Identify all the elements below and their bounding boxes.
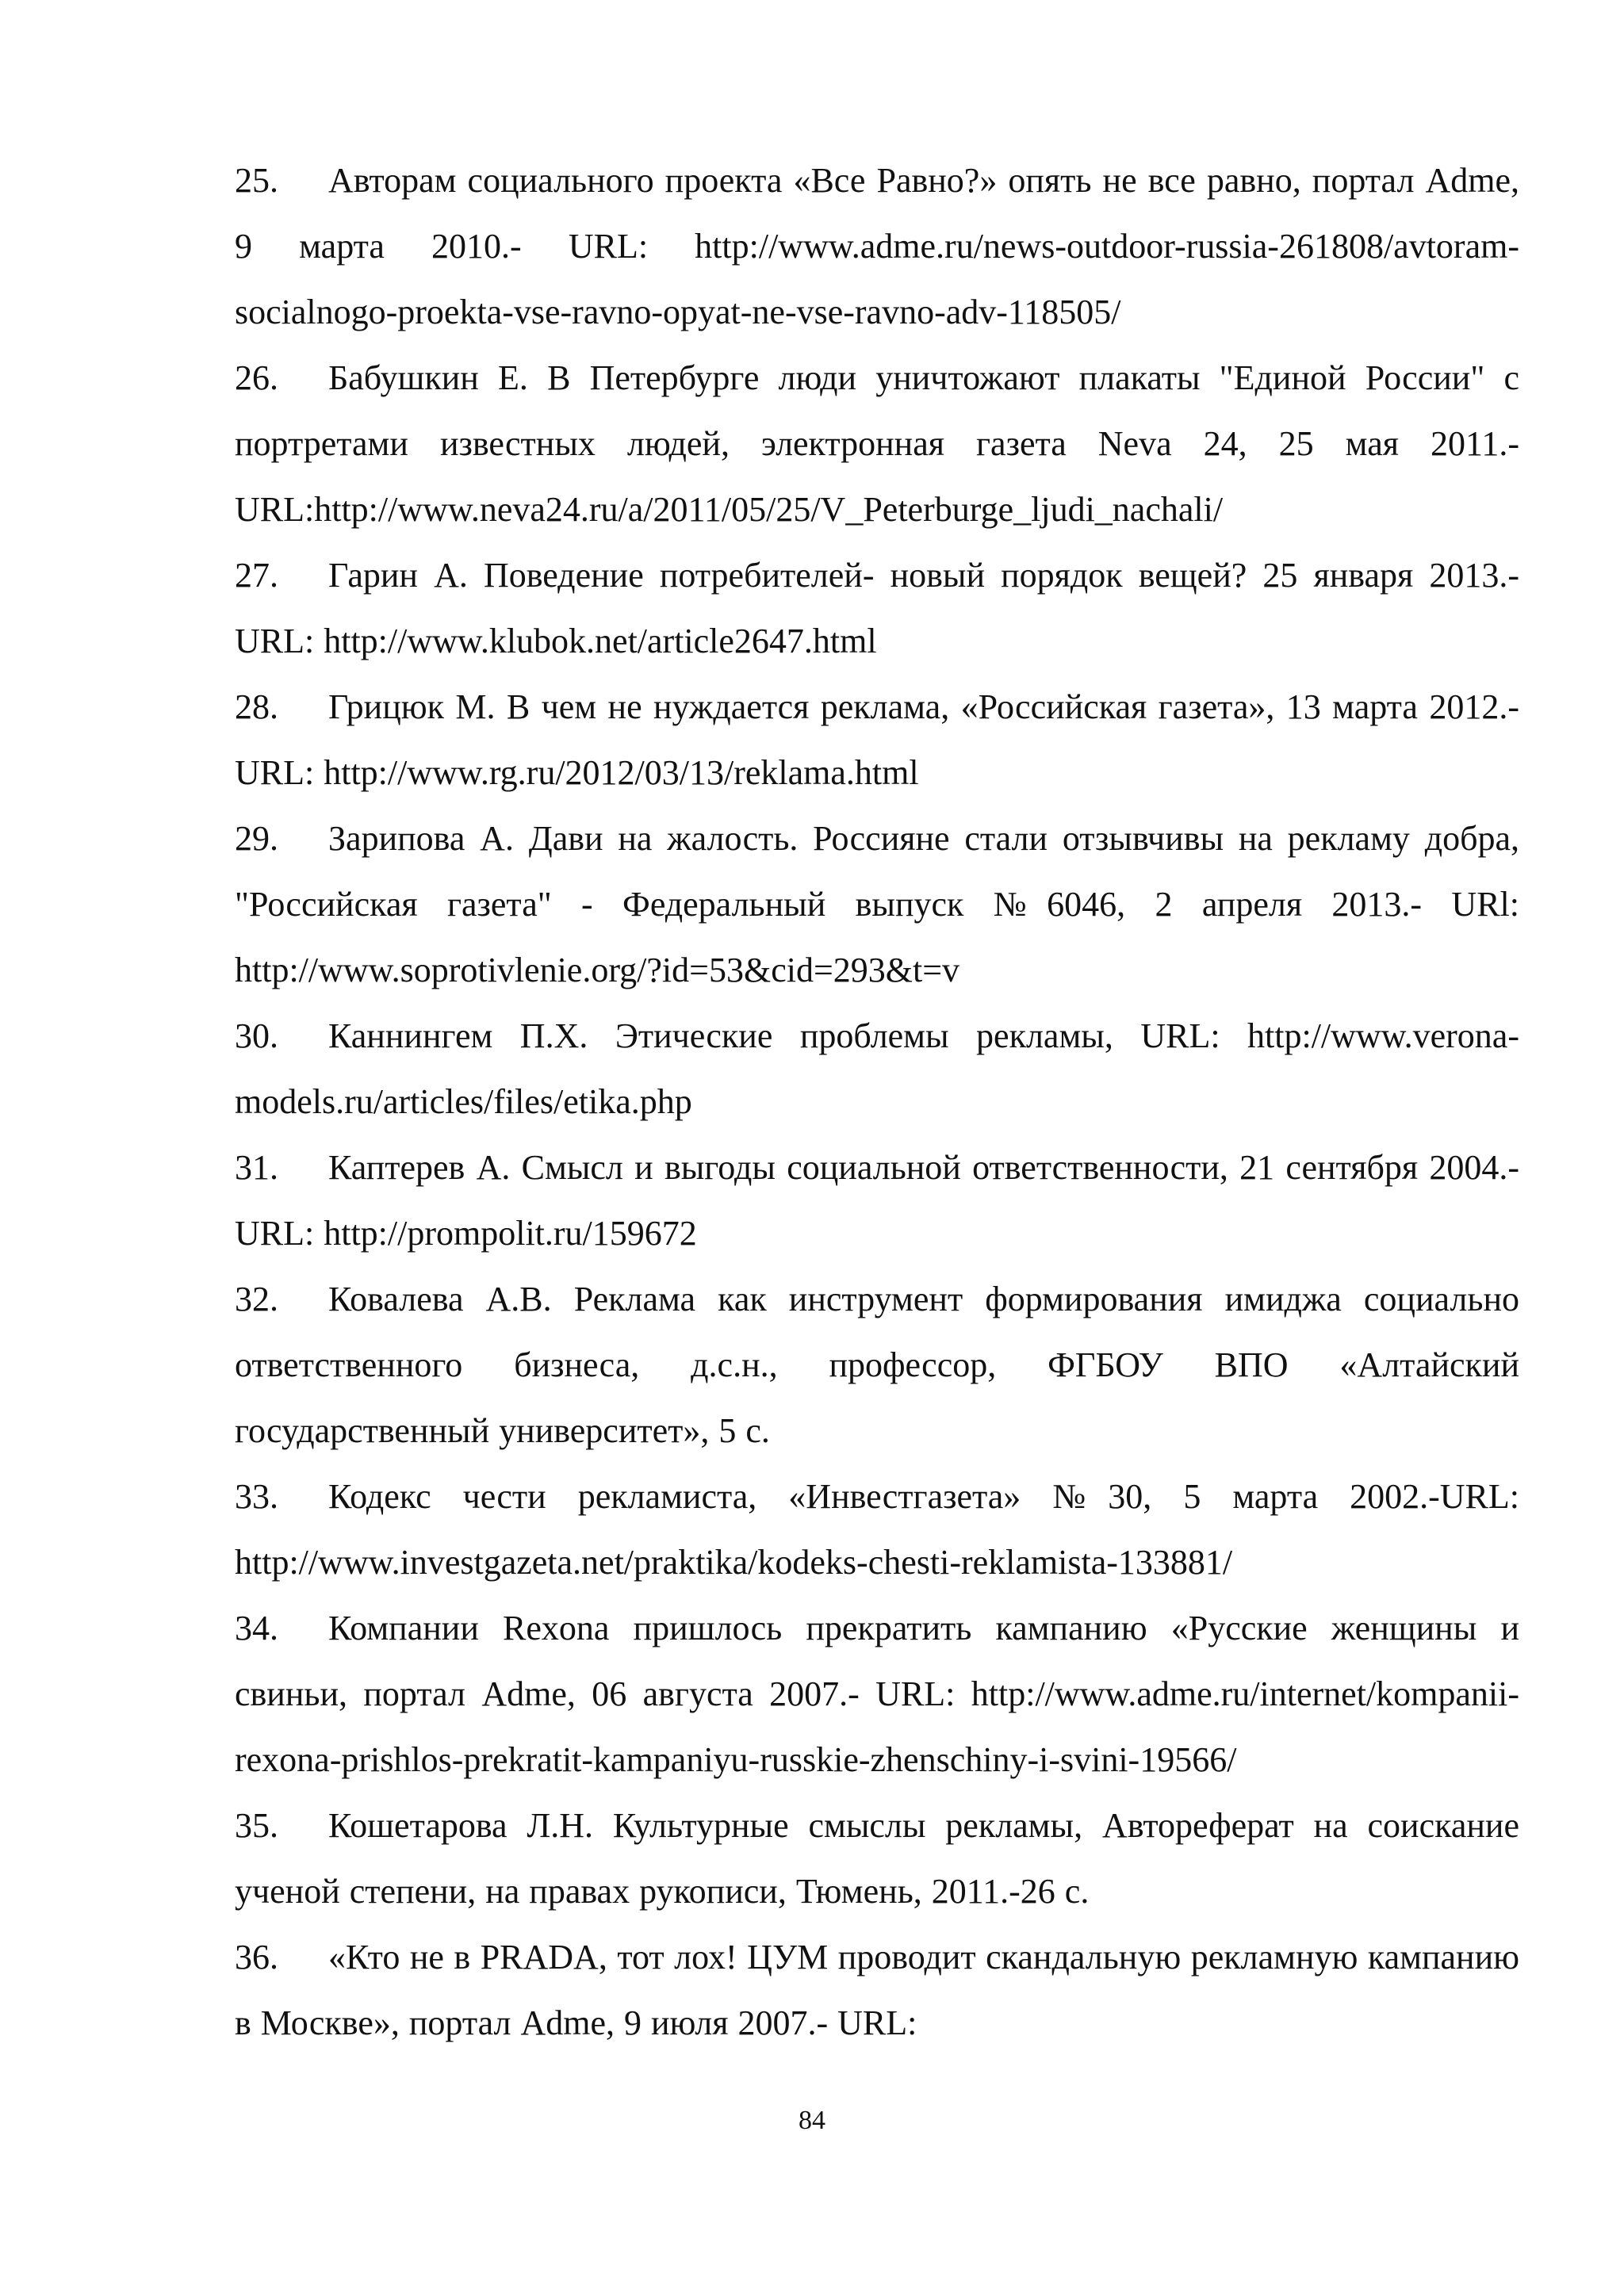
reference-number: 33. — [235, 1477, 278, 1516]
reference-number: 27. — [235, 556, 278, 595]
reference-text: Грицюк М. В чем не нуждается реклама, «Российская газета», 13 марта 2012.- URL: http://www.rg.ru/2012/03/13/reklama.html — [235, 687, 1519, 792]
reference-text: Кодекс чести рекламиста, «Инвестгазета» №30, 5 марта 2002.-URL: http://www.investgazeta.net/praktika/kodeks-chesti-reklamista-133881/ — [235, 1477, 1519, 1582]
reference-number: 29. — [235, 819, 278, 858]
reference-text: Бабушкин Е. В Петербурге люди уничтожают плакаты "Единой России" с портретами известных людей, электронная газета Neva 24, 25 мая 2011.- URL:http://www.neva24.ru/a/2011/05/25/V_Peterburge_ljudi_nachali/ — [235, 358, 1519, 529]
page-number: 84 — [799, 2106, 825, 2135]
reference-number: 36. — [235, 1938, 278, 1976]
reference-text: Авторам социального проекта «Все Равно?» опять не все равно, портал Adme, 9 марта 2010.- URL: http://www.adme.ru/news-outdoor-russia-261808/avtoram-socialnogo-proekta-vse-ravno-opyat-ne-vse-ravno-adv-118505/ — [235, 161, 1519, 331]
reference-text: Компании Rexona пришлось прекратить кампанию «Русские женщины и свиньи, портал Adme, 06 августа 2007.- URL: http://www.adme.ru/internet/kompanii-rexona-prishlos-prekratit-kampaniyu-russkie-zhenschiny-i-svini-19566/ — [235, 1609, 1519, 1779]
reference-text: Гарин А. Поведение потребителей- новый порядок вещей? 25 января 2013.- URL: http://www.klubok.net/article2647.html — [235, 556, 1519, 660]
reference-item — [235, 806, 1519, 1003]
reference-number: 35. — [235, 1806, 278, 1845]
reference-number: 25. — [235, 161, 278, 200]
reference-item — [235, 542, 1519, 674]
reference-item — [235, 1464, 1519, 1595]
reference-number: 28. — [235, 687, 278, 726]
reference-text: Каннингем П.Х. Этические проблемы рекламы, URL: http://www.verona-models.ru/articles/files/etika.php — [235, 1016, 1519, 1121]
reference-item — [235, 1793, 1519, 1924]
reference-item — [235, 345, 1519, 542]
reference-number: 34. — [235, 1609, 278, 1647]
reference-list — [235, 147, 1519, 2056]
reference-text: Кошетарова Л.Н. Культурные смыслы рекламы, Автореферат на соискание ученой степени, на правах рукописи, Тюмень, 2011.-26 с. — [235, 1806, 1519, 1911]
reference-item — [235, 1003, 1519, 1135]
reference-item — [235, 1924, 1519, 2056]
reference-item — [235, 1266, 1519, 1464]
reference-text: Ковалева А.В. Реклама как инструмент формирования имиджа социально ответственного бизнеса, д.с.н., профессор, ФГБОУ ВПО «Алтайский государственный университет», 5 с. — [235, 1280, 1519, 1450]
reference-number: 30. — [235, 1016, 278, 1055]
reference-text: Зарипова А. Дави на жалость. Россияне стали отзывчивы на рекламу добра, "Российская газета" - Федеральный выпуск №6046, 2 апреля 2013.- URl: http://www.soprotivlenie.org/?id=53&cid=293&t=v — [235, 819, 1519, 989]
reference-item — [235, 1595, 1519, 1793]
reference-text: Каптерев А. Смысл и выгоды социальной ответственности, 21 сентября 2004.- URL: http://prompolit.ru/159672 — [235, 1148, 1519, 1253]
reference-item — [235, 1135, 1519, 1266]
reference-item — [235, 674, 1519, 806]
reference-text: «Кто не в PRADA, тот лох! ЦУМ проводит скандальную рекламную кампанию в Москве», портал Adme, 9 июля 2007.- URL: — [235, 1938, 1519, 2042]
reference-number: 31. — [235, 1148, 278, 1187]
reference-number: 32. — [235, 1280, 278, 1318]
reference-item — [235, 147, 1519, 345]
reference-number: 26. — [235, 358, 278, 397]
